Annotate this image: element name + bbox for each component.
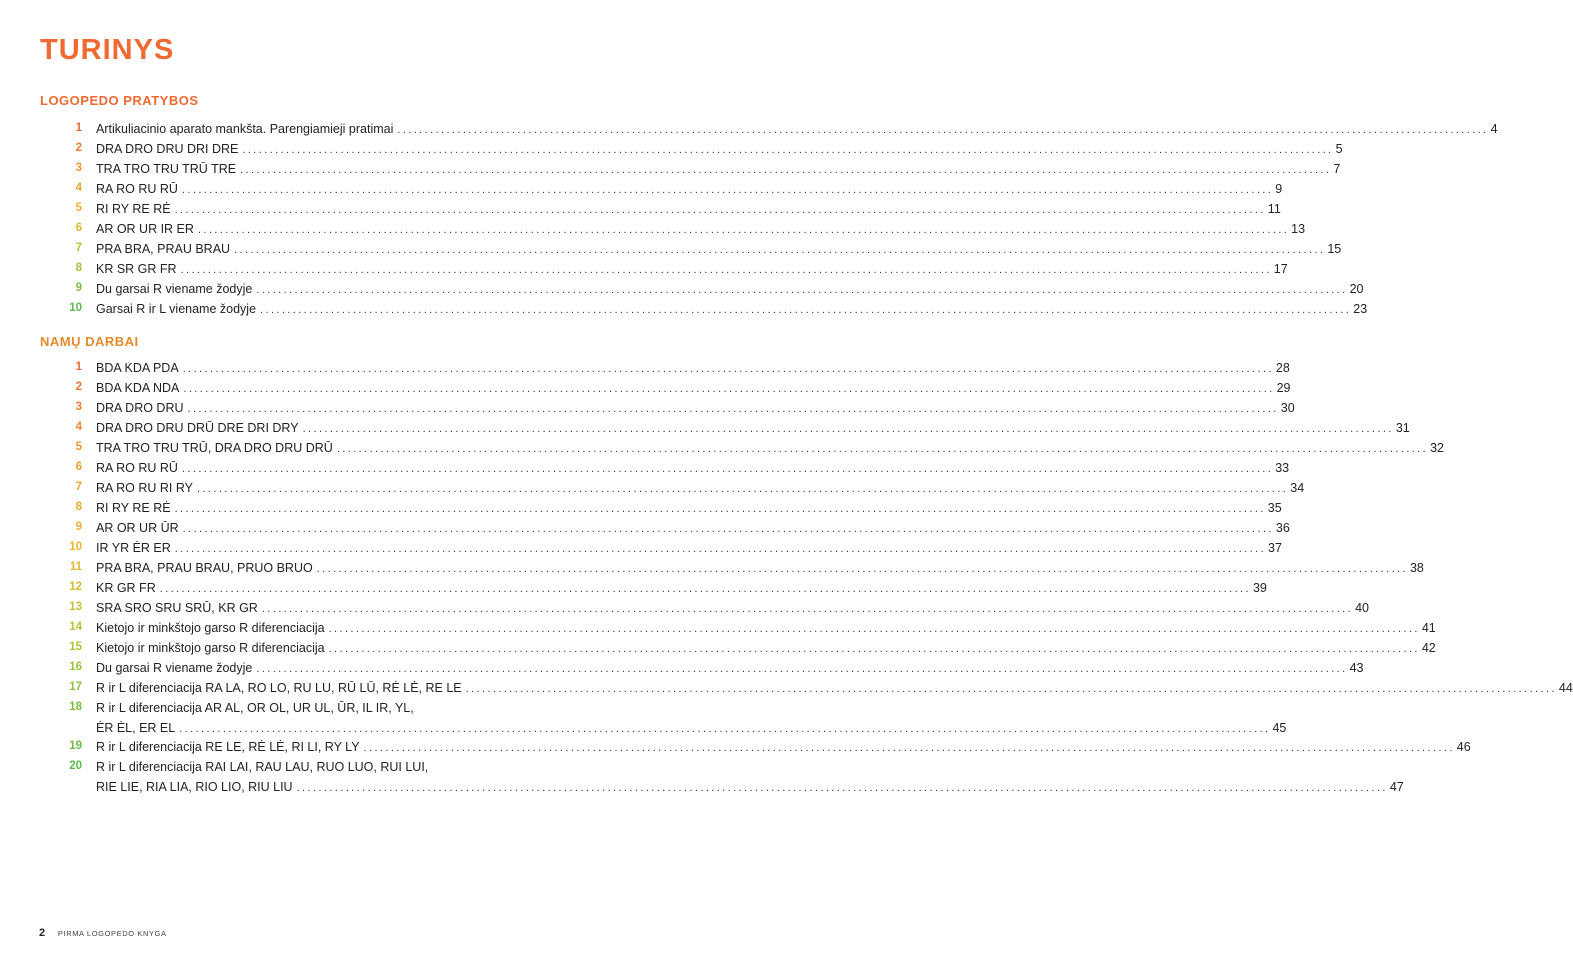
toc-entry — [0, 438, 1444, 458]
footer-page-number: 2 — [39, 927, 46, 939]
toc-entry-number: 16 — [69, 661, 82, 673]
toc-entry-number: 6 — [75, 222, 82, 234]
toc-entry — [0, 219, 1306, 239]
toc-entry-page: 17 — [1273, 262, 1288, 276]
dot-leader: ........................................................................................................................................................................................................ — [316, 563, 1408, 575]
dot-leader: ........................................................................................................................................................................................................ — [174, 543, 1267, 555]
toc-entry-title: R ir L diferenciacija RA LA, RO LO, RU LU, RŪ LŪ, RĖ LĖ, RE LE — [96, 681, 462, 695]
page-title: TURINYS — [40, 34, 175, 66]
toc-entry-number: 19 — [69, 740, 82, 752]
section-heading-logopedo-pratybos: LOGOPEDO PRATYBOS — [40, 93, 199, 108]
toc-entry-page: 41 — [1421, 621, 1436, 635]
toc-entry-title: PRA BRA, PRAU BRAU, PRUO BRUO — [96, 561, 313, 575]
toc-entry-number: 3 — [75, 162, 82, 174]
toc-entry-number: 1 — [75, 361, 82, 373]
toc-entry-page: 4 — [1490, 122, 1498, 136]
toc-entry-title: RI RY RE RĖ — [96, 501, 171, 515]
toc-entry-page: 20 — [1349, 282, 1364, 296]
toc-entry-page: 47 — [1389, 779, 1404, 794]
toc-entry-title: DRA DRO DRU DRI DRE — [96, 142, 239, 156]
dot-leader: ........................................................................................................................................................................................................ — [197, 224, 1290, 236]
dot-leader: ........................................................................................................................................................................................................ — [182, 523, 1274, 535]
toc-entry-title: R ir L diferenciacija RE LE, RĖ LĖ, RI LI, RY LY — [96, 740, 360, 754]
toc-entry-title: Kietojo ir minkštojo garso R diferenciacija — [96, 641, 325, 655]
toc-entry — [0, 598, 1369, 618]
toc-entry — [0, 678, 1573, 698]
dot-leader: ........................................................................................................................................................................................................ — [261, 603, 1354, 615]
dot-leader: ........................................................................................................................................................................................................ — [159, 583, 1251, 595]
toc-entry — [0, 737, 1471, 757]
dot-leader: ........................................................................................................................................................................................................ — [302, 423, 1394, 435]
toc-entry-number: 11 — [69, 561, 82, 573]
dot-leader: ........................................................................................................................................................................................................ — [180, 264, 1272, 276]
toc-entry-title: AR OR UR IR ER — [96, 222, 194, 236]
toc-entry-page: 28 — [1275, 361, 1290, 375]
toc-entry-number: 9 — [75, 521, 82, 533]
toc-entry-page: 39 — [1252, 581, 1267, 595]
dot-leader: ........................................................................................................................................................................................................ — [234, 244, 1326, 256]
toc-entry — [0, 538, 1282, 558]
toc-entry — [0, 518, 1290, 538]
dot-leader: ........................................................................................................................................................................................................ — [174, 204, 1266, 216]
toc-entry — [0, 139, 1343, 159]
toc-entry-page: 46 — [1456, 740, 1471, 754]
toc-entry-title: Garsai R ir L viename žodyje — [96, 302, 257, 316]
dot-leader: ........................................................................................................................................................................................................ — [174, 503, 1266, 515]
dot-leader: ........................................................................................................................................................................................................ — [397, 124, 1489, 136]
toc-entry-title: KR SR GR FR — [96, 262, 177, 276]
toc-entry-title: TRA TRO TRU TRŪ TRE — [96, 162, 237, 176]
toc-entry — [0, 159, 1341, 179]
toc-entry-page: 13 — [1291, 222, 1306, 236]
toc-entry-page: 37 — [1268, 541, 1282, 555]
toc-entry-number: 9 — [75, 282, 82, 294]
dot-leader: ........................................................................................................................................................................................................ — [256, 663, 1348, 675]
toc-entry-page: 11 — [1267, 202, 1281, 216]
toc-list-logopedo-pratybos — [0, 119, 1498, 319]
dot-leader: ........................................................................................................................................................................................................ — [465, 683, 1557, 695]
toc-entry-page: 43 — [1349, 661, 1364, 675]
toc-entry — [0, 259, 1288, 279]
toc-entry-number: 7 — [75, 242, 82, 254]
toc-entry-number: 5 — [75, 202, 82, 214]
toc-entry-title: IR YR ĖR ER — [96, 541, 171, 555]
toc-entry — [0, 638, 1436, 658]
toc-entry-number: 18 — [69, 701, 82, 713]
toc-entry-title: Artikuliacinio aparato mankšta. Parengiamieji pratimai — [96, 122, 394, 136]
toc-entry — [0, 578, 1267, 598]
toc-entry-number: 2 — [75, 381, 82, 393]
toc-entry-page: 7 — [1333, 162, 1341, 176]
toc-entry-number: 3 — [75, 401, 82, 413]
toc-entry-page: 31 — [1395, 421, 1410, 435]
toc-entry-number: 8 — [75, 262, 82, 274]
dot-leader: ........................................................................................................................................................................................................ — [240, 164, 1332, 176]
toc-entry-title: DRA DRO DRU DRŪ DRE DRI DRY — [96, 421, 299, 435]
toc-entry-number: 1 — [75, 122, 82, 134]
toc-entry-page: 44 — [1558, 681, 1573, 695]
footer-book-title: PIRMA LOGOPEDO KNYGA — [57, 929, 167, 938]
toc-entry-number: 8 — [75, 501, 82, 513]
toc-entry-title: R ir L diferenciacija AR AL, OR OL, UR UL, ŪR, IL IR, YL, — [96, 701, 414, 715]
toc-entry — [0, 239, 1342, 259]
toc-entry-number: 10 — [69, 541, 82, 553]
dot-leader: ........................................................................................................................................................................................................ — [183, 383, 1275, 395]
toc-entry — [0, 358, 1290, 378]
toc-entry-page: 32 — [1430, 441, 1444, 455]
toc-entry-number: 10 — [69, 302, 82, 314]
dot-leader: ........................................................................................................................................................................................................ — [328, 623, 1420, 635]
toc-entry-title: DRA DRO DRU — [96, 401, 184, 415]
toc-entry-number: 12 — [69, 581, 82, 593]
toc-entry — [0, 658, 1364, 678]
dot-leader: ........................................................................................................................................................................................................ — [181, 184, 1274, 196]
dot-leader: ........................................................................................................................................................................................................ — [363, 742, 1455, 754]
toc-entry-number: 17 — [69, 681, 82, 693]
toc-entry — [0, 698, 1287, 737]
page-footer — [39, 927, 167, 939]
dot-leader: ........................................................................................................................................................................................................ — [328, 643, 1420, 655]
toc-entry-page: 40 — [1355, 601, 1369, 615]
toc-entry-page: 23 — [1353, 302, 1368, 316]
toc-entry — [0, 478, 1305, 498]
toc-entry — [0, 458, 1290, 478]
toc-entry-title: ĖR ĖL, ER EL — [96, 720, 176, 735]
toc-entry-title: TRA TRO TRU TRŪ, DRA DRO DRU DRŪ — [96, 441, 333, 455]
toc-entry-title: RA RO RU RŪ — [96, 182, 178, 196]
toc-entry-page: 38 — [1409, 561, 1424, 575]
toc-entry-title: BDA KDA PDA — [96, 361, 179, 375]
dot-leader: ........................................................................................................................................................................................................ — [336, 443, 1429, 455]
toc-entry-number: 2 — [75, 142, 82, 154]
toc-entry-number: 14 — [69, 621, 82, 633]
dot-leader: ........................................................................................................................................................................................................ — [256, 284, 1348, 296]
toc-entry-page: 35 — [1267, 501, 1282, 515]
toc-entry-title: Du garsai R viename žodyje — [96, 282, 253, 296]
toc-entry-title: Kietojo ir minkštojo garso R diferenciacija — [96, 621, 325, 635]
toc-entry-title: BDA KDA NDA — [96, 381, 180, 395]
toc-entry-title: R ir L diferenciacija RAI LAI, RAU LAU, RUO LUO, RUI LUI, — [96, 760, 429, 774]
toc-entry-number: 6 — [75, 461, 82, 473]
toc-entry-title: RIE LIE, RIA LIA, RIO LIO, RIU LIU — [96, 779, 293, 794]
toc-entry-page: 36 — [1275, 521, 1290, 535]
toc-entry-title: RA RO RU RI RY — [96, 481, 194, 495]
toc-entry-number: 4 — [75, 421, 82, 433]
toc-entry-title: PRA BRA, PRAU BRAU — [96, 242, 231, 256]
section-heading-namu-darbai: NAMŲ DARBAI — [40, 334, 139, 349]
toc-entry — [0, 179, 1283, 199]
toc-entry-page: 33 — [1275, 461, 1290, 475]
dot-leader: ........................................................................................................................................................................................................ — [179, 722, 1271, 735]
toc-entry-page: 9 — [1275, 182, 1283, 196]
toc-entry — [0, 279, 1364, 299]
toc-entry — [0, 618, 1436, 638]
toc-entry-page: 5 — [1335, 142, 1343, 156]
toc-entry-number: 15 — [69, 641, 82, 653]
toc-entry — [0, 558, 1424, 578]
toc-entry-title: Du garsai R viename žodyje — [96, 661, 253, 675]
toc-entry-number: 7 — [75, 481, 82, 493]
toc-entry — [0, 757, 1404, 796]
toc-entry-page: 34 — [1290, 481, 1305, 495]
toc-entry-title: RI RY RE RĖ — [96, 202, 171, 216]
dot-leader: ........................................................................................................................................................................................................ — [260, 304, 1352, 316]
toc-entry-number: 5 — [75, 441, 82, 453]
toc-entry — [0, 378, 1291, 398]
toc-list-namu-darbai — [0, 358, 1573, 796]
toc-entry-page: 15 — [1327, 242, 1342, 256]
toc-entry — [0, 299, 1368, 319]
toc-entry — [0, 398, 1295, 418]
dot-leader: ........................................................................................................................................................................................................ — [197, 483, 1289, 495]
toc-entry-page: 30 — [1280, 401, 1295, 415]
toc-entry-number: 4 — [75, 182, 82, 194]
toc-entry-title: RA RO RU RŪ — [96, 461, 178, 475]
dot-leader: ........................................................................................................................................................................................................ — [187, 403, 1279, 415]
dot-leader: ........................................................................................................................................................................................................ — [242, 144, 1334, 156]
dot-leader: ........................................................................................................................................................................................................ — [296, 781, 1388, 794]
toc-entry — [0, 119, 1498, 139]
dot-leader: ........................................................................................................................................................................................................ — [181, 463, 1274, 475]
toc-entry — [0, 199, 1281, 219]
toc-entry-number: 13 — [69, 601, 82, 613]
toc-entry-page: 45 — [1272, 720, 1287, 735]
toc-entry-title: KR GR FR — [96, 581, 156, 595]
dot-leader: ........................................................................................................................................................................................................ — [182, 363, 1274, 375]
toc-entry — [0, 498, 1282, 518]
toc-entry-page: 29 — [1276, 381, 1291, 395]
toc-entry-page: 42 — [1421, 641, 1436, 655]
toc-entry-title: SRA SRO SRU SRŪ, KR GR — [96, 601, 258, 615]
toc-entry-title: AR OR UR ŪR — [96, 521, 179, 535]
toc-entry — [0, 418, 1410, 438]
toc-entry-number: 20 — [69, 760, 82, 772]
